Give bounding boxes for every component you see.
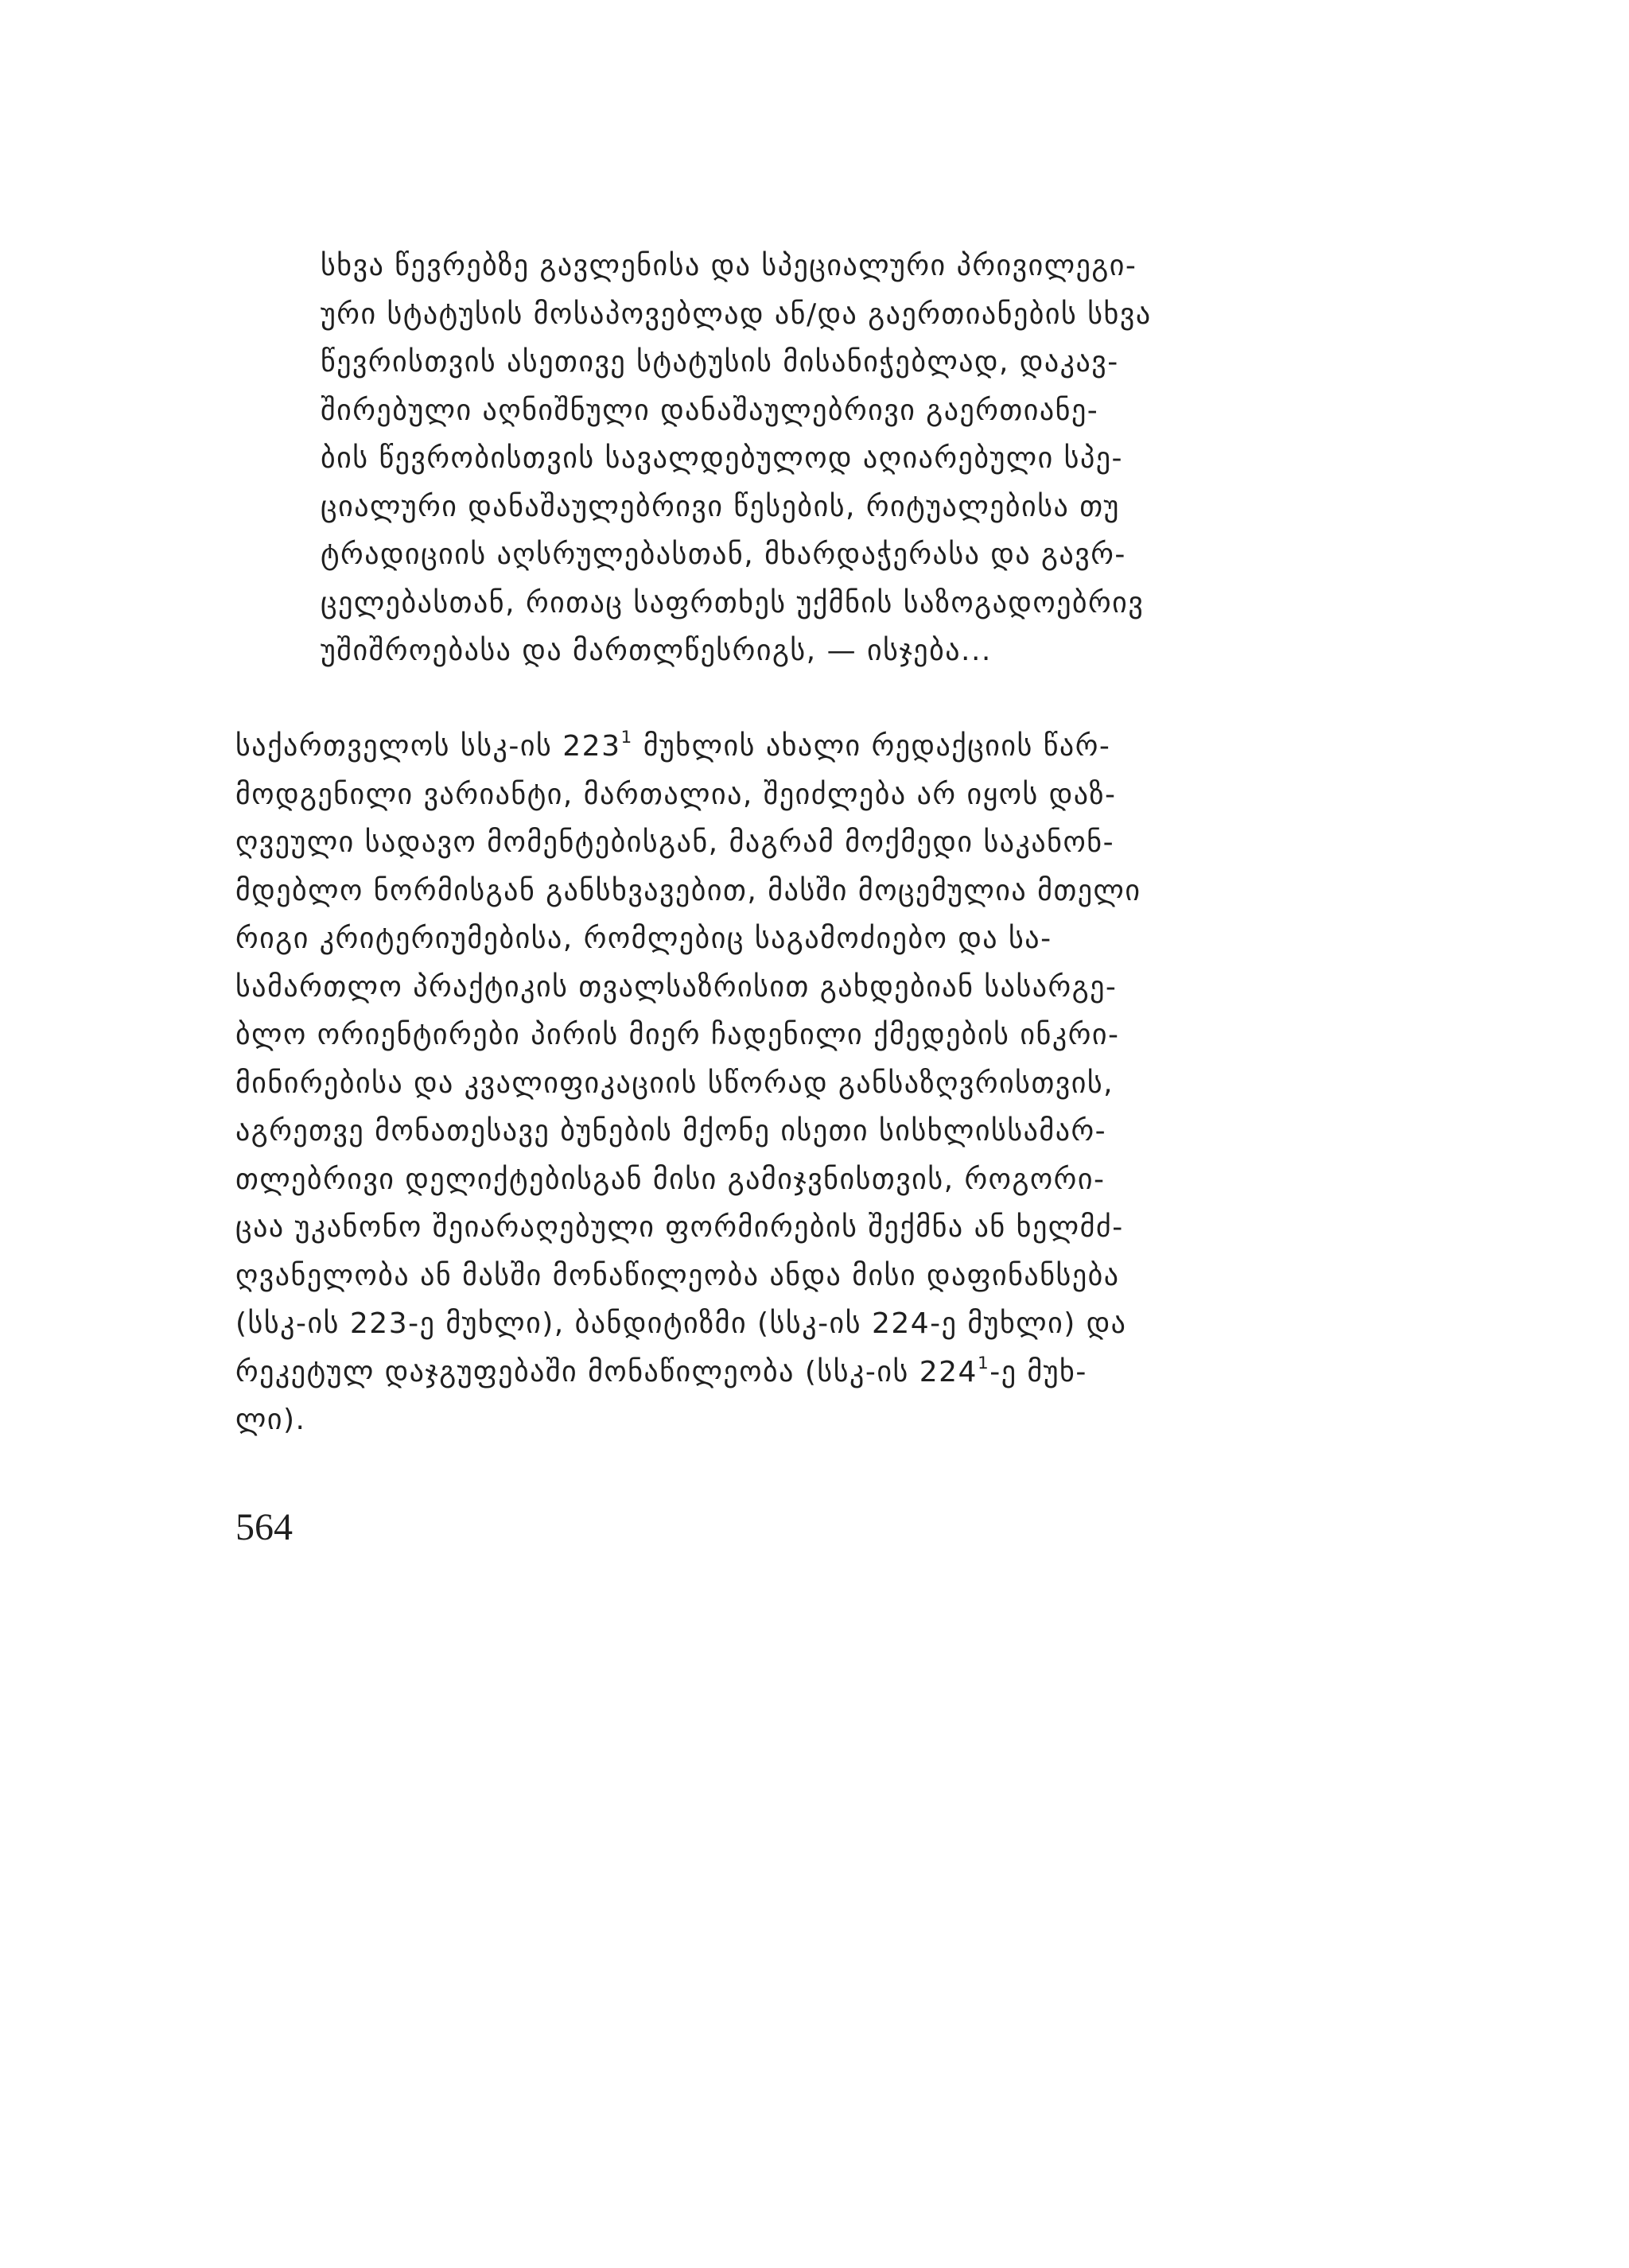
quote-line: წევრისთვის ასეთივე სტატუსის მისანიჭებლად, დაკავ- xyxy=(321,346,1119,379)
body-line: რეკეტულ დაჯგუფებაში მონაწილეობა (სსკ-ის $224^1-ე$ მუხ- xyxy=(235,1353,1087,1388)
body-line: მოდგენილი ვარიანტი, მართალია, შეიძლება არ იყოს დაზ- xyxy=(235,779,1117,811)
body-line: ღვეული სადავო მომენტებისგან, მაგრამ მოქმედი საკანონ- xyxy=(235,826,1115,859)
body-line: საქართველოს სსკ-ის $223^1$ მუხლის ახალი რედაქციის წარ- xyxy=(235,727,1111,763)
body-line: (სსკ-ის 223-ე მუხლი), ბანდიტიზმი (სსკ-ის 224-ე მუხლი) და xyxy=(235,1307,1127,1340)
body-line: აგრეთვე მონათესავე ბუნების მქონე ისეთი სისხლისსამარ- xyxy=(235,1115,1107,1148)
body-line: ლი). xyxy=(235,1404,306,1436)
quote-line: ტრადიციის აღსრულებასთან, მხარდაჭერასა და გავრ- xyxy=(321,538,1126,571)
footnote-superscript: 1 xyxy=(977,1353,990,1373)
page-number: 564 xyxy=(235,1506,293,1548)
quote-line: უშიშროებასა და მართლწესრიგს, — ისჯება... xyxy=(321,635,992,667)
quote-line: ბის წევრობისთვის სავალდებულოდ აღიარებული სპე- xyxy=(321,442,1124,475)
quote-line: შირებული აღნიშნული დანაშაულებრივი გაერთიანე- xyxy=(321,394,1099,427)
quote-line: ური სტატუსის მოსაპოვებლად ან/და გაერთიანების სხვა xyxy=(321,298,1152,331)
body-line: ცაა უკანონო შეიარაღებული ფორმირების შექმნა ან ხელმძ- xyxy=(235,1211,1124,1244)
body-line: რიგი კრიტერიუმებისა, რომლებიც საგამოძიებო და სა- xyxy=(235,922,1052,955)
footnote-superscript: 1 xyxy=(620,727,633,748)
body-line: მინირებისა და კვალიფიკაციის სწორად განსაზღვრისთვის, xyxy=(235,1067,1114,1100)
body-line: სამართლო პრაქტიკის თვალსაზრისით გახდებიან სასარგე- xyxy=(235,971,1118,1004)
quote-line: სხვა წევრებზე გავლენისა და სპეციალური პრივილეგი- xyxy=(321,250,1137,282)
body-line: ღვანელობა ან მასში მონაწილეობა ანდა მისი დაფინანსება xyxy=(235,1260,1120,1292)
body-line: თლებრივი დელიქტებისგან მისი გამიჯვნისთვის, როგორი- xyxy=(235,1163,1106,1196)
quote-line: ციალური დანაშაულებრივი წესების, რიტუალებისა თუ xyxy=(321,491,1120,523)
body-line: მდებლო ნორმისგან განსხვავებით, მასში მოცემულია მთელი xyxy=(235,875,1141,907)
body-line: ბლო ორიენტირები პირის მიერ ჩადენილი ქმედების ინკრი- xyxy=(235,1019,1120,1051)
quote-line: ცელებასთან, რითაც საფრთხეს უქმნის საზოგადოებრივ xyxy=(321,587,1145,619)
